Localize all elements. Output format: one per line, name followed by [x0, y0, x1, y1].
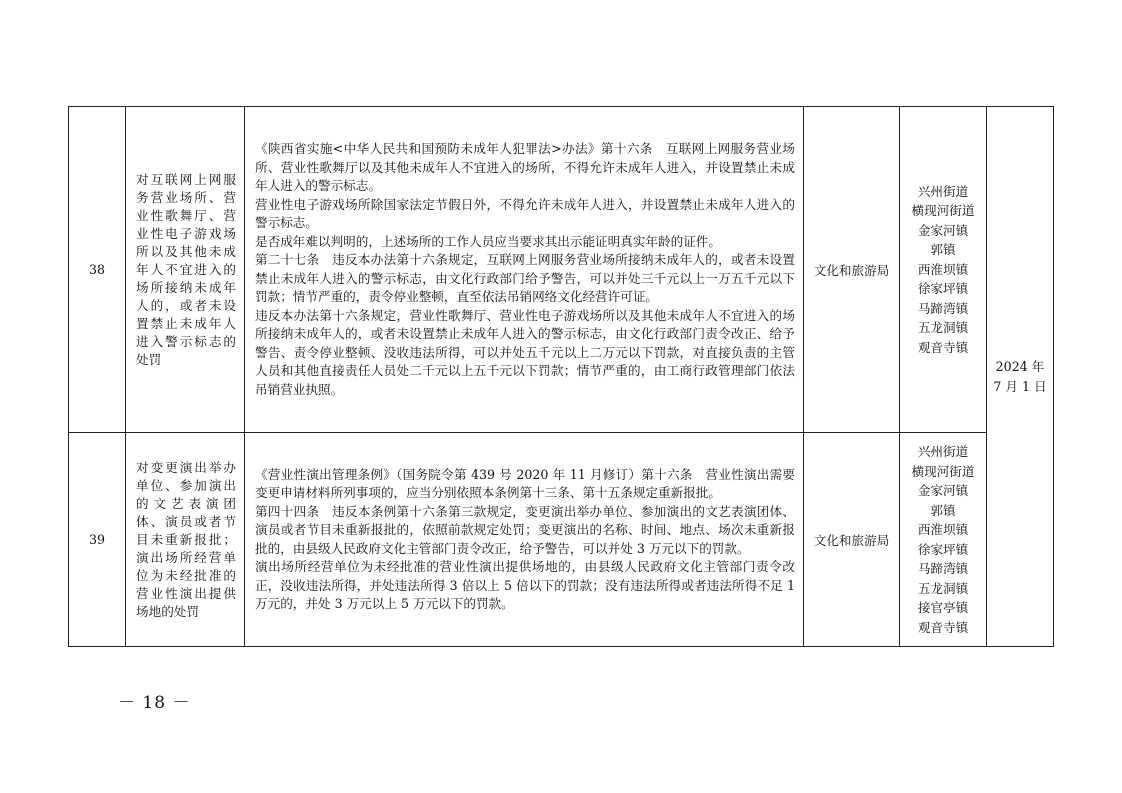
area-item: 郭镇 — [930, 242, 956, 258]
basis-paragraph: 演出场所经营单位为未经批准的营业性演出提供场地的，由县级人民政府文化主管部门责令改正，没收违法所得，并处违法所得 3 倍以上 5 倍以下的罚款；没有违法所得或者违法所得不足 1 万元的，并处 3 万元以上 5 万元以下的罚款。 — [255, 559, 795, 611]
area-list — [900, 433, 987, 647]
page-number: － 18 － — [118, 693, 191, 713]
area-item: 马蹄湾镇 — [917, 300, 969, 316]
area-item: 西淮坝镇 — [917, 522, 969, 537]
basis-paragraph: 第四十四条 违反本条例第十六条第三款规定，变更演出举办单位、参加演出的文艺表演团体、演员或者节目未重新报批的，依照前款规定处罚；变更演出的名称、时间、地点、场次未重新报批的，由县级人民政府文化主管部门责令改正，给予警告，可以并处 3 万元以下的罚款。 — [255, 503, 795, 556]
row-number: 38 — [69, 107, 126, 433]
area-item: 郭镇 — [930, 502, 956, 518]
area-item: 观音寺镇 — [917, 619, 969, 635]
area-item: 横现河街道 — [911, 463, 975, 479]
legal-basis — [245, 433, 804, 647]
area-item: 五龙洞镇 — [917, 320, 969, 336]
area-item: 五龙洞镇 — [917, 580, 969, 596]
date-line: 2024 年 — [995, 358, 1045, 374]
basis-paragraph: 第二十七条 违反本办法第十六条规定，互联网上网服务营业场所接纳未成年人的，或者未设置禁止未成年人进入的警示标志，由文化行政部门给予警告，可以并处三千元以上一万五千元以下罚款；情节严重的，责令停业整顿，直至依法吊销网络文化经营许可证。 — [255, 252, 795, 304]
area-item: 马蹄湾镇 — [917, 561, 969, 576]
area-item: 西淮坝镇 — [917, 261, 969, 277]
area-item: 金家河镇 — [917, 483, 969, 498]
row-number: 39 — [69, 433, 126, 647]
basis-paragraph: 营业性电子游戏场所除国家法定节假日外，不得允许未成年人进入，并设置禁止未成年人进入的警示标志。 — [255, 196, 795, 230]
legal-basis — [245, 107, 804, 433]
table-row — [69, 107, 1054, 433]
regulation-table — [68, 106, 1054, 647]
area-item: 徐家坪镇 — [917, 541, 969, 557]
area-item: 观音寺镇 — [917, 339, 969, 355]
effective-date — [987, 107, 1054, 647]
area-list — [900, 107, 987, 433]
area-item: 徐家坪镇 — [917, 281, 969, 297]
item-name: 对互联网上网服务营业场所、营业性歌舞厅、营业性电子游戏场所以及其他未成年人不宜进入的场所接纳未成年人的，或者未设置禁止未成年人进入警示标志的处罚 — [126, 107, 245, 433]
table-row — [69, 433, 1054, 647]
area-item: 横现河街道 — [911, 203, 975, 219]
basis-paragraph: 是否成年难以判明的，上述场所的工作人员应当要求其出示能证明真实年龄的证件。 — [255, 233, 721, 249]
area-item: 兴州街道 — [917, 183, 969, 199]
area-item: 接官亭镇 — [917, 600, 969, 615]
basis-paragraph: 违反本办法第十六条规定，营业性歌舞厅、营业性电子游戏场所以及其他未成年人不宜进入的场所接纳未成年人的，或者未设置禁止未成年人进入的警示标志，由文化行政部门责令改正、给予警告、责令停业整顿、没收违法所得，可以并处五千元以上二万元以下罚款，对直接负责的主管人员和其他直接责任人员处二千元以上五千元以下罚款；情节严重的，由工商行政管理部门依法吊销营业执照。 — [255, 307, 795, 397]
basis-paragraph: 《营业性演出管理条例》（国务院令第 439 号 2020 年 11 月修订）第十六条 营业性演出需要变更申请材料所列事项的，应当分别依照本条例第十三条、第十五条规定重新报批。 — [255, 466, 795, 500]
department: 文化和旅游局 — [804, 107, 900, 433]
area-item: 兴州街道 — [917, 444, 969, 459]
department: 文化和旅游局 — [804, 433, 900, 647]
area-item: 金家河镇 — [917, 222, 969, 238]
basis-paragraph: 《陕西省实施<中华人民共和国预防未成年人犯罪法>办法》第十六条 互联网上网服务营业场所、营业性歌舞厅以及其他未成年人不宜进入的场所，不得允许未成年人进入，并设置禁止未成年人进入的警示标志。 — [255, 141, 795, 193]
item-name: 对变更演出举办单位、参加演出的文艺表演团体、演员或者节目未重新报批；演出场所经营单位为未经批准的营业性演出提供场地的处罚 — [126, 433, 245, 647]
date-line: 7 月 1 日 — [993, 378, 1047, 394]
